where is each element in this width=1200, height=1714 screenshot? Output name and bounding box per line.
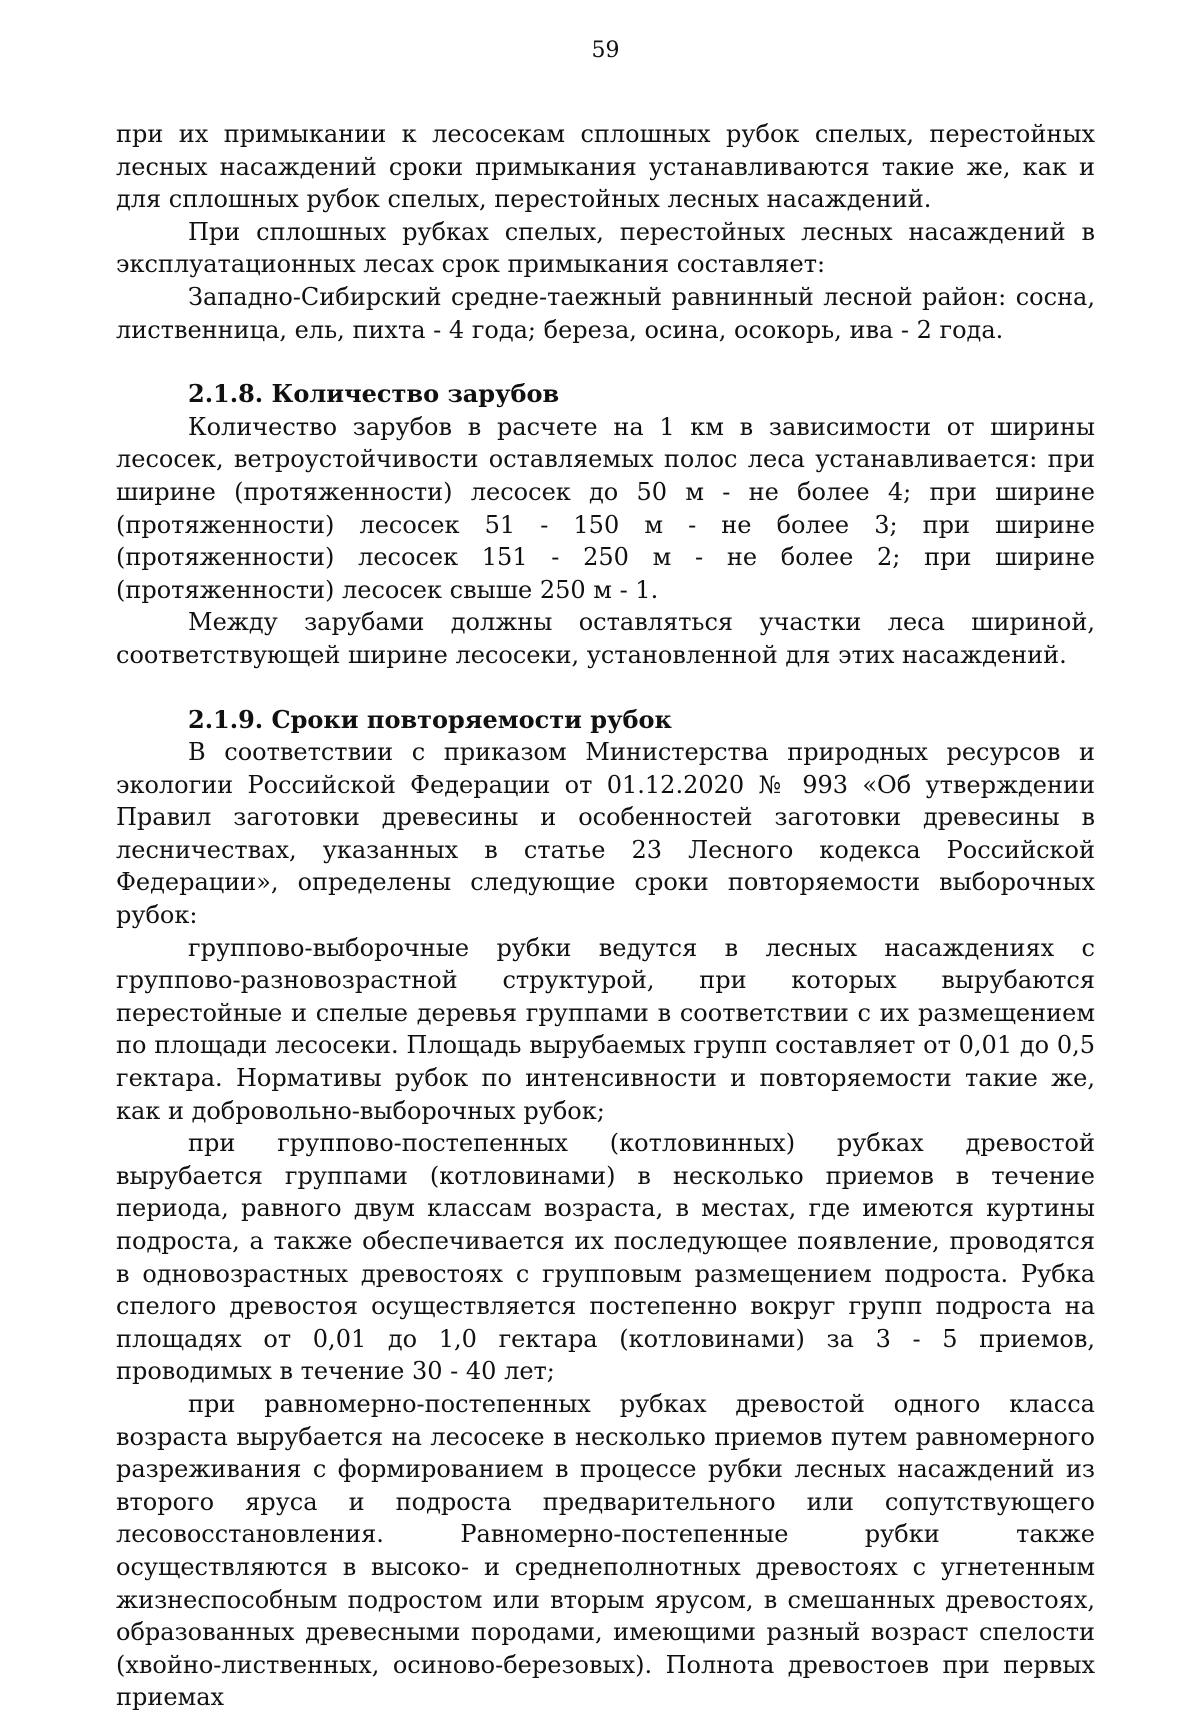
paragraph-ministry-order: В соответствии с приказом Министерства природных ресурсов и экологии Российской Федерации от 01.12.2020 № 993 «Об утверждении Правил заготовки древесины и особенностей заготовки древесины в лесничествах, указанных в статье 23 Лесного кодекса Российской Федерации», определены следующие сроки повторяемости выборочных рубок: xyxy=(116,738,1095,930)
paragraph-group-gradual: при группово-постепенных (котловинных) рубках древостой вырубается группами (котловинами) в несколько приемов в течение периода, равного двум классам возраста, в местах, где имеются куртины подроста, а также обеспечивается их последующее появление, проводятся в одновозрастных древостоях с групповым размещением подроста. Рубка спелого древостоя осуществляется постепенно вокруг групп подроста на площадях от 0,01 до 1,0 гектара (котловинами) за 3 - 5 приемов, проводимых в течение 30 - 40 лет; xyxy=(116,1129,1095,1386)
paragraph-forest-district: Западно-Сибирский средне-таежный равнинный лесной район: сосна, лиственница, ель, пихта - 4 года; береза, осина, осокорь, ива - 2 года. xyxy=(116,282,1095,344)
paragraph-clear-cut-term: При сплошных рубках спелых, перестойных лесных насаждений в эксплуатационных лесах срок примыкания составляет: xyxy=(116,217,1095,279)
paragraph-continuation: при их примыкании к лесосекам сплошных рубок спелых, перестойных лесных насаждений сроки примыкания устанавливаются такие же, как и для сплошных рубок спелых, перестойных лесных насаждений. xyxy=(116,120,1095,214)
section-heading-2-1-9: 2.1.9. Сроки повторяемости рубок xyxy=(188,704,672,734)
paragraph-between-cuts: Между зарубами должны оставляться участки леса шириной, соответствующей ширине лесосеки, установленной для этих насаждений. xyxy=(116,608,1095,669)
document-page xyxy=(116,36,1095,1714)
paragraph-cuts-count: Количество зарубов в расчете на 1 км в зависимости от ширины лесосек, ветроустойчивости оставляемых полос леса устанавливается: при ширине (протяженности) лесосек до 50 м - не более 4; при ширине (протяженности) лесосек 51 - 150 м - не более 3; при ширине (протяженности) лесосек 151 - 250 м - не более 2; при ширине (протяженности) лесосек свыше 250 м - 1. xyxy=(116,412,1095,604)
paragraph-uniform-gradual: при равномерно-постепенных рубках древостой одного класса возраста вырубается на лесосеке в несколько приемов путем равномерного разреживания с формированием в процессе рубки лесных насаждений из второго яруса и подроста предварительного или сопутствующего лесовосстановления. Равномерно-постепенные рубки также осуществляются в высоко- и среднеполнотных древостоях с угнетенным жизнеспособным подростом или вторым ярусом, в смешанных древостоях, образованных древесными породами, имеющими разный возраст спелости (хвойно-лиственных, осиново-березовых). Полнота древостоев при первых приемах xyxy=(116,1389,1095,1712)
page-number: 59 xyxy=(591,38,620,63)
section-heading-2-1-8: 2.1.8. Количество зарубов xyxy=(188,379,560,409)
paragraph-group-selective: группово-выборочные рубки ведутся в лесных насаждениях с группово-разновозрастной структурой, при которых вырубаются перестойные и спелые деревья группами в соответствии с их размещением по площади лесосеки. Площадь вырубаемых групп составляет от 0,01 до 0,5 гектара. Нормативы рубок по интенсивности и повторяемости такие же, как и добровольно-выборочных рубок; xyxy=(116,933,1095,1125)
